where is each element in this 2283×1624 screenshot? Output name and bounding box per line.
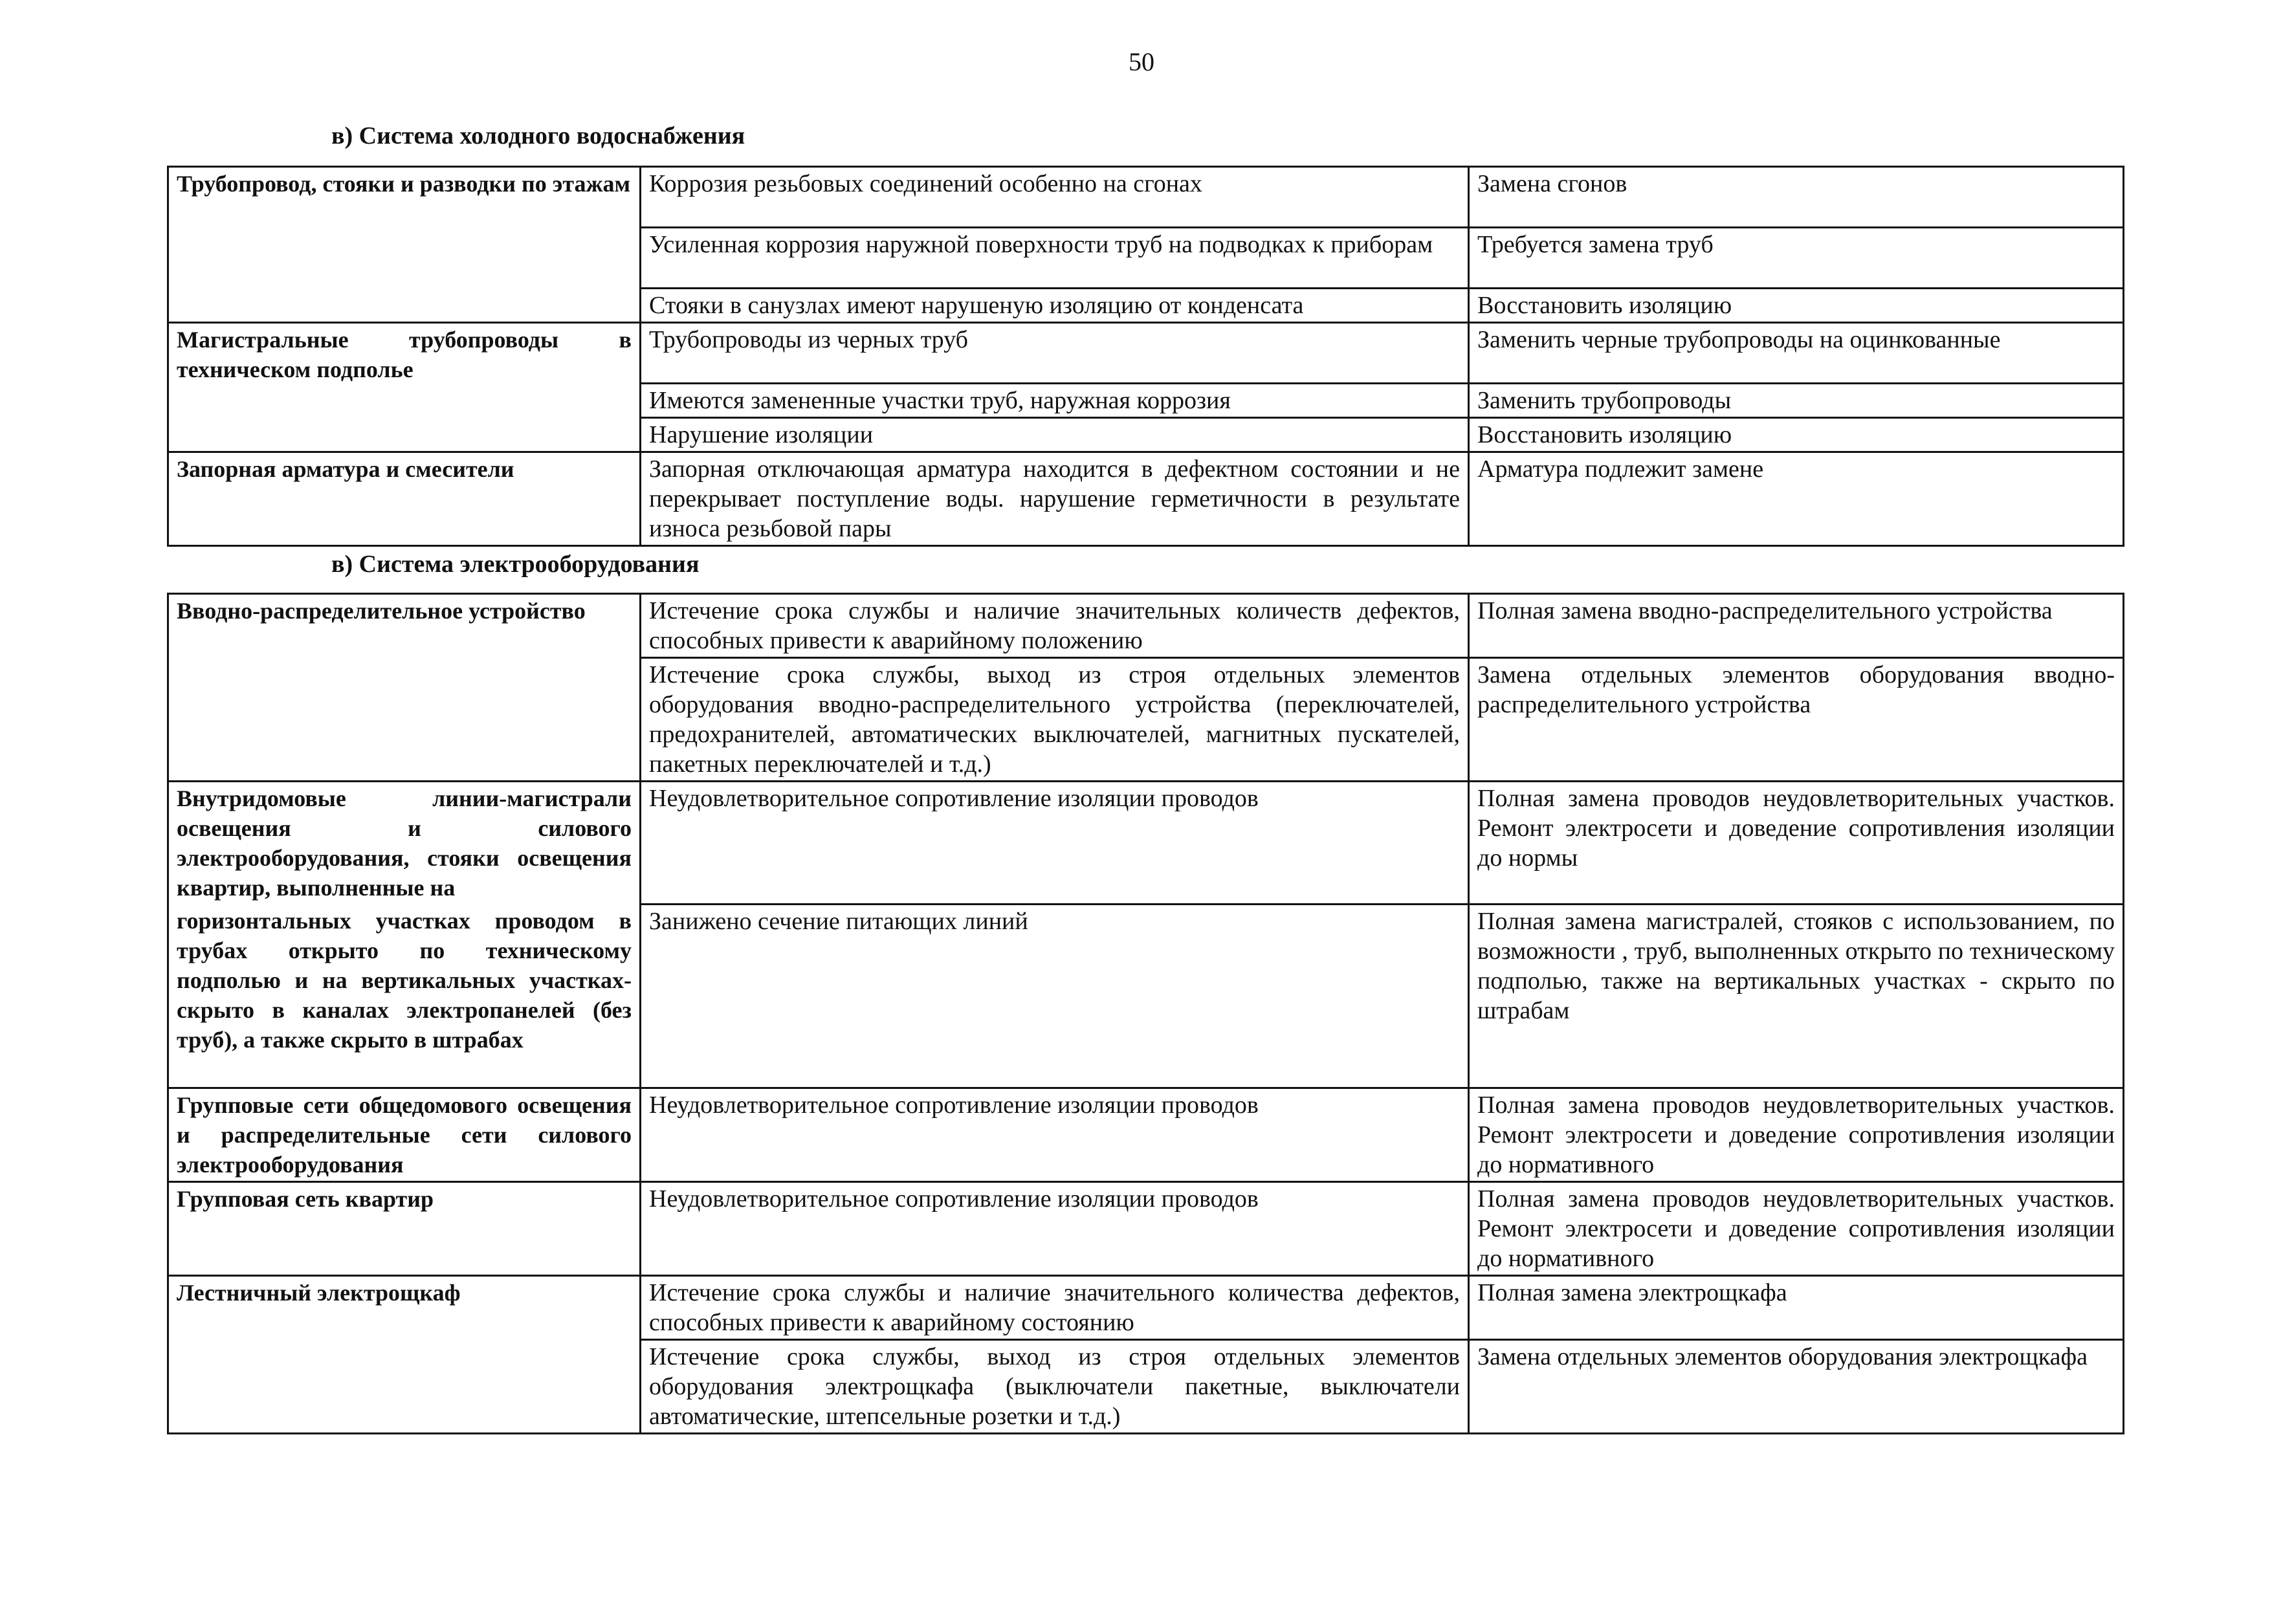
element-cell: Запорная арматура и смесители: [168, 452, 641, 546]
cold-water-defects-table: [167, 166, 2124, 547]
defect-cell: Нарушение изоляции: [641, 418, 1469, 452]
defect-cell: Истечение срока службы и наличие значительных количеств дефектов, способных привести к аварийному положению: [641, 594, 1469, 658]
action-cell: Замена сгонов: [1469, 167, 2124, 228]
action-cell: Полная замена проводов неудовлетворительных участков. Ремонт электросети и доведение сопротивления изоляции до нормативного: [1469, 1088, 2124, 1182]
section-heading-electrical: в) Система электрооборудования: [331, 551, 700, 578]
action-cell: Полная замена магистралей, стояков с использованием, по возможности , труб, выполненных открыто по техническому подполью, также на вертикальных участках - скрыто по штрабам: [1469, 905, 2124, 1088]
element-cell-continued: горизонтальных участках проводом в трубах открыто по техническому подполью и на вертикальных участках-скрыто в каналах электропанелей (без труб), а также скрыто в штрабах: [168, 905, 641, 1088]
defect-cell: Истечение срока службы и наличие значительного количества дефектов, способных привести к аварийному состоянию: [641, 1276, 1469, 1340]
action-cell: Полная замена проводов неудовлетворительных участков. Ремонт электросети и доведение сопротивления изоляции до нормативного: [1469, 1182, 2124, 1276]
defect-cell: Занижено сечение питающих линий: [641, 905, 1469, 1088]
defect-cell: Трубопроводы из черных труб: [641, 323, 1469, 384]
action-cell: Полная замена проводов неудовлетворительных участков. Ремонт электросети и доведение сопротивления изоляции до нормы: [1469, 782, 2124, 905]
table-row: [168, 1276, 2124, 1340]
table-row: [168, 905, 2124, 1088]
table-row: [168, 323, 2124, 384]
table-row: [168, 1182, 2124, 1276]
table-row: [168, 452, 2124, 546]
element-cell: Групповые сети общедомового освещения и распределительные сети силового электрооборудования: [168, 1088, 641, 1182]
element-cell: Магистральные трубопроводы в техническом подполье: [168, 323, 641, 452]
defect-cell: Имеются замененные участки труб, наружная коррозия: [641, 384, 1469, 418]
element-cell: Внутридомовые линии-магистрали освещения и силового электрооборудования, стояки освещения квартир, выполненные на: [168, 782, 641, 905]
action-cell: Замена отдельных элементов оборудования вводно-распределительного устройства: [1469, 658, 2124, 782]
electrical-defects-table: [167, 593, 2124, 1434]
element-cell: Вводно-распределительное устройство: [168, 594, 641, 782]
defect-cell: Неудовлетворительное сопротивление изоляции проводов: [641, 1088, 1469, 1182]
defect-cell: Запорная отключающая арматура находится в дефектном состоянии и не перекрывает поступление воды. нарушение герметичности в результате износа резьбовой пары: [641, 452, 1469, 546]
action-cell: Восстановить изоляцию: [1469, 289, 2124, 323]
action-cell: Полная замена электрощкафа: [1469, 1276, 2124, 1340]
action-cell: Заменить черные трубопроводы на оцинкованные: [1469, 323, 2124, 384]
element-cell: Лестничный электрощкаф: [168, 1276, 641, 1434]
table-row: [168, 167, 2124, 228]
action-cell: Восстановить изоляцию: [1469, 418, 2124, 452]
section-heading-cold-water: в) Система холодного водоснабжения: [331, 122, 745, 149]
defect-cell: Усиленная коррозия наружной поверхности труб на подводках к приборам: [641, 228, 1469, 289]
action-cell: Заменить трубопроводы: [1469, 384, 2124, 418]
defect-cell: Неудовлетворительное сопротивление изоляции проводов: [641, 782, 1469, 905]
element-cell: Трубопровод, стояки и разводки по этажам: [168, 167, 641, 323]
table-row: [168, 782, 2124, 905]
action-cell: Арматура подлежит замене: [1469, 452, 2124, 546]
table-row: [168, 1088, 2124, 1182]
page-number: 50: [1129, 47, 1154, 76]
table-row: [168, 594, 2124, 658]
defect-cell: Стояки в санузлах имеют нарушеную изоляцию от конденсата: [641, 289, 1469, 323]
defect-cell: Неудовлетворительное сопротивление изоляции проводов: [641, 1182, 1469, 1276]
element-cell: Групповая сеть квартир: [168, 1182, 641, 1276]
action-cell: Замена отдельных элементов оборудования электрощкафа: [1469, 1340, 2124, 1434]
defect-cell: Коррозия резьбовых соединений особенно на сгонах: [641, 167, 1469, 228]
defect-cell: Истечение срока службы, выход из строя отдельных элементов оборудования вводно-распределительного устройства (переключателей, предохранителей, автоматических выключателей, магнитных пускателей, пакетных переключателей и т.д.): [641, 658, 1469, 782]
defect-cell: Истечение срока службы, выход из строя отдельных элементов оборудования электрощкафа (выключатели пакетные, выключатели автоматические, штепсельные розетки и т.д.): [641, 1340, 1469, 1434]
action-cell: Полная замена вводно-распределительного устройства: [1469, 594, 2124, 658]
action-cell: Требуется замена труб: [1469, 228, 2124, 289]
